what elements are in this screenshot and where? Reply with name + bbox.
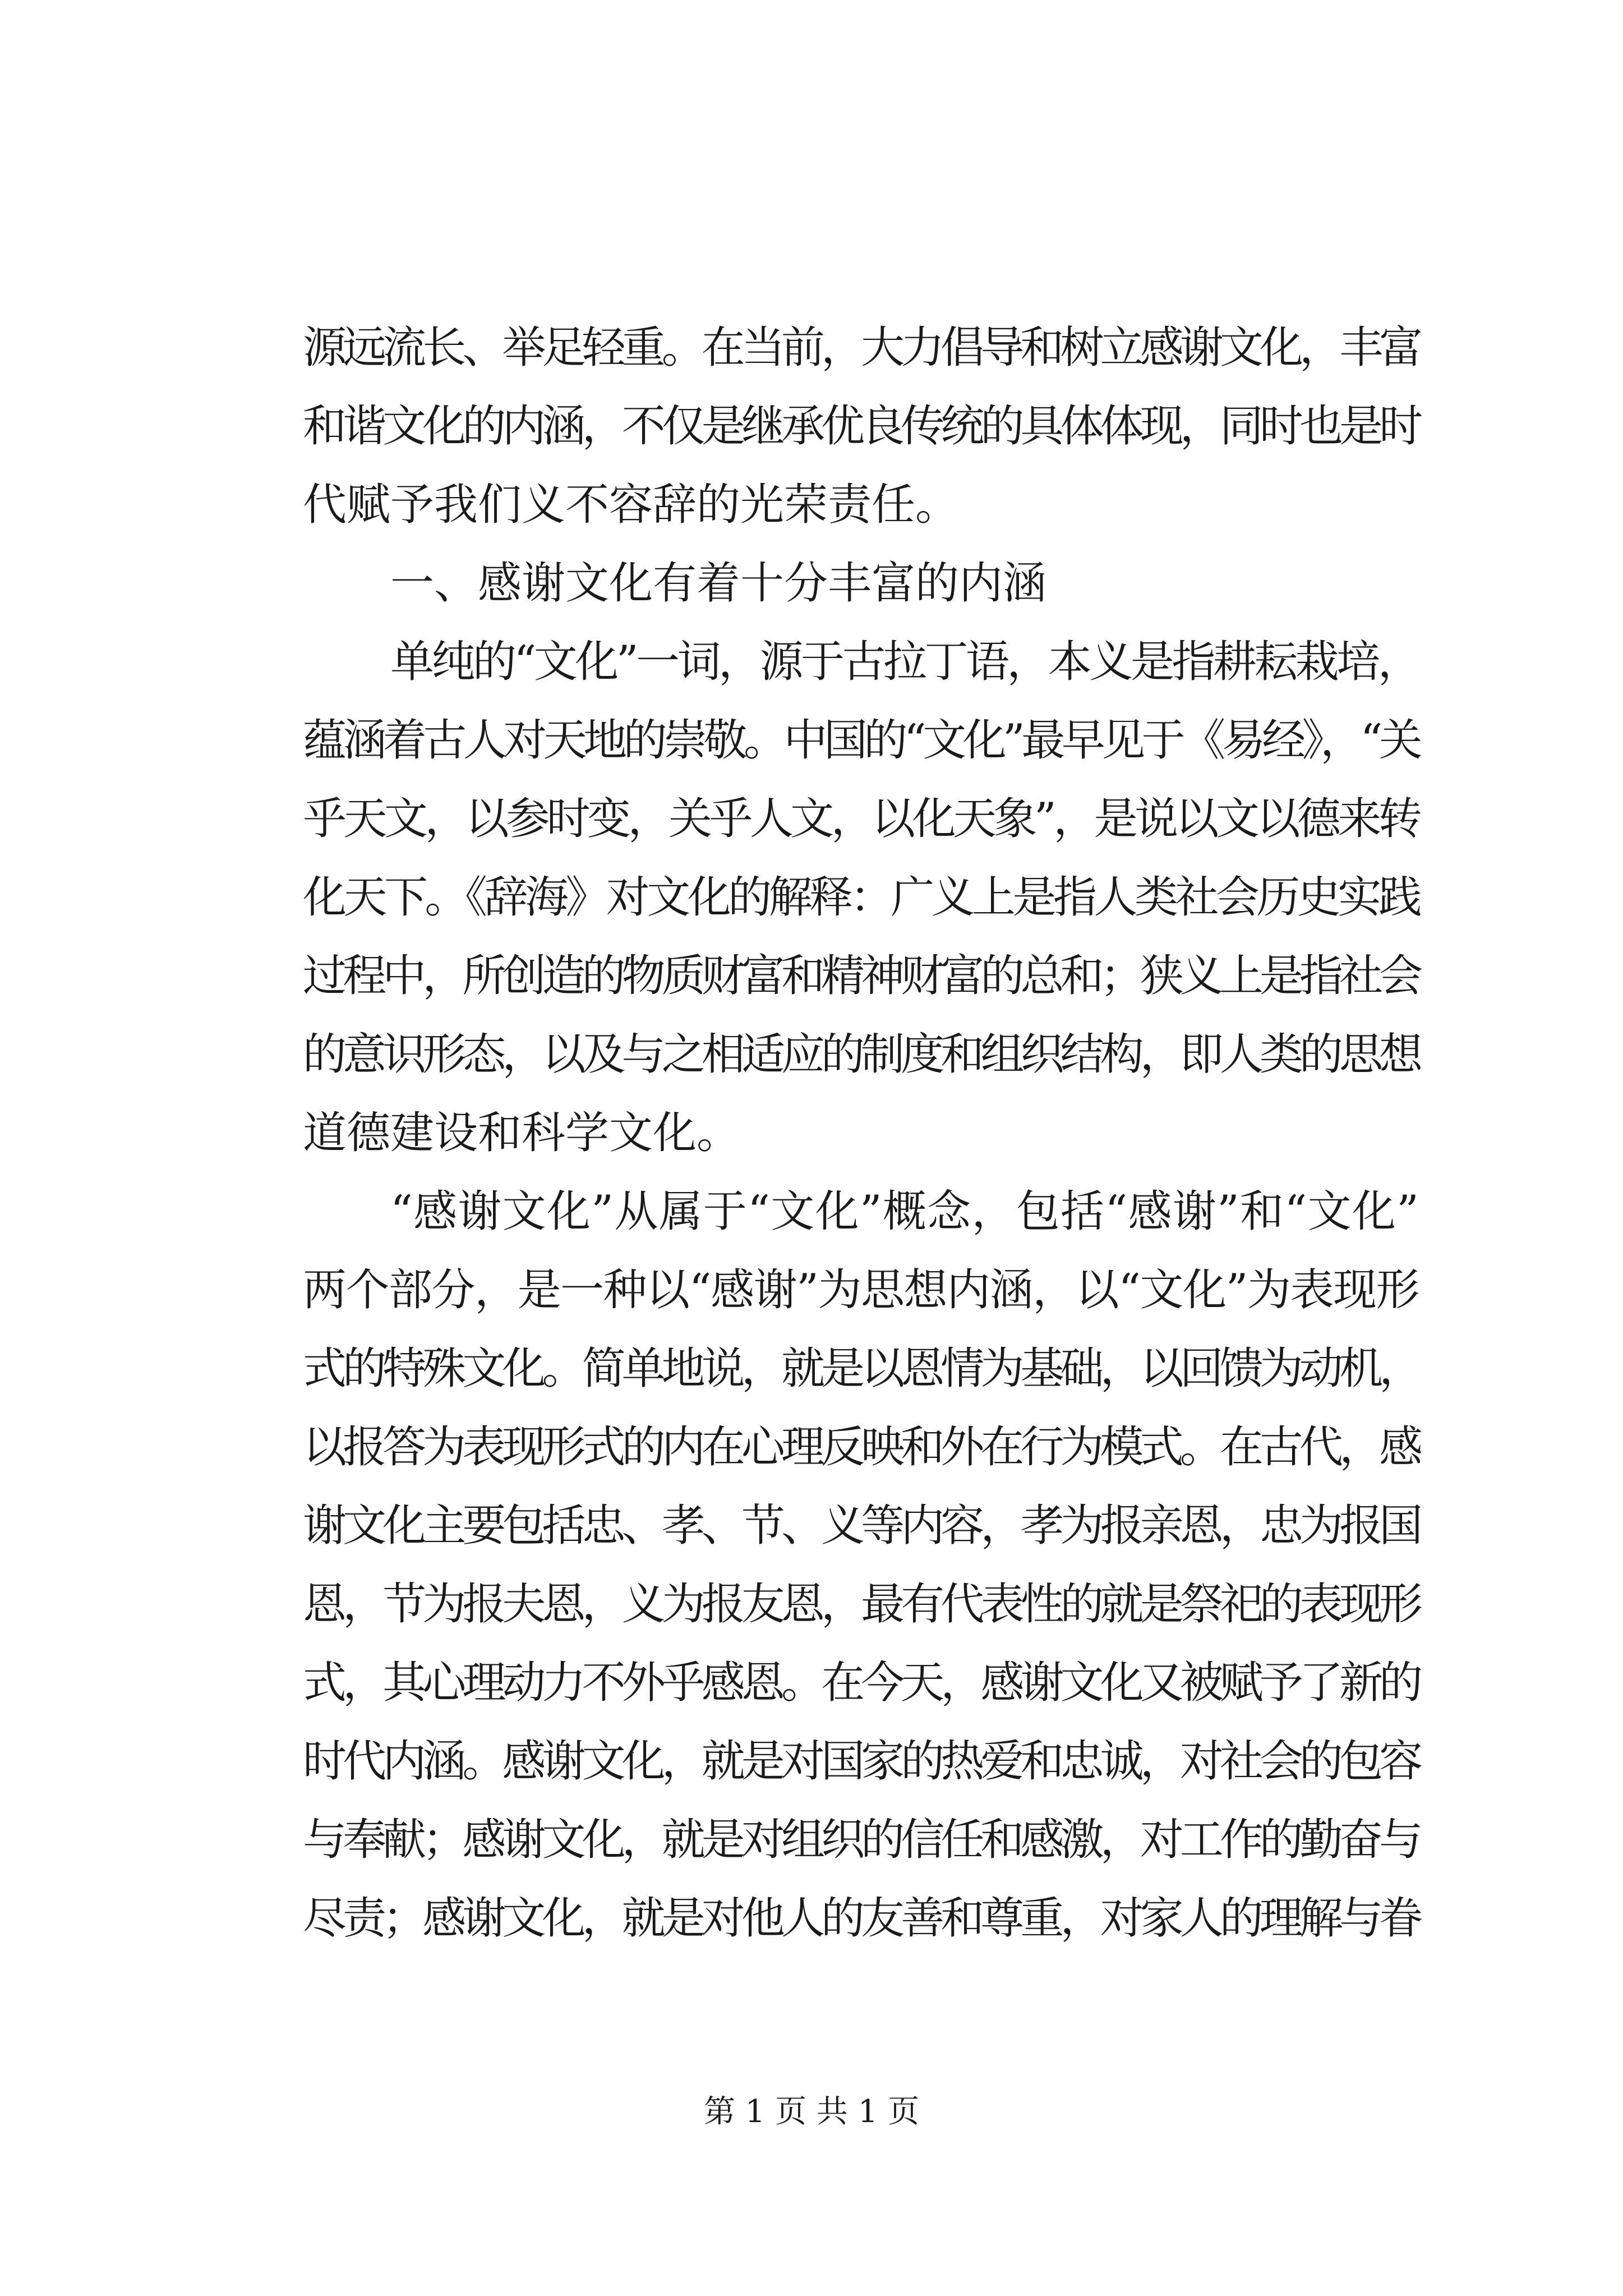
body-line: “感谢文化”从属于“文化”概念，包括“感谢”和“文化” — [390, 1186, 1419, 1237]
section-heading: 一、感谢文化有着十分丰富的内涵 — [390, 558, 1047, 609]
body-line: 乎天文，以参时变，关乎人文，以化天象”，是说以文以德来转 — [303, 794, 1419, 844]
body-line: 化天下。《辞海》对文化的解释：广义上是指人类社会历史实践 — [303, 872, 1419, 923]
body-line: 道德建设和科学文化。 — [303, 1108, 741, 1158]
body-line: 代赋予我们义不容辞的光荣责任。 — [303, 480, 960, 530]
body-line: 尽责；感谢文化，就是对他人的友善和尊重，对家人的理解与眷 — [303, 1893, 1419, 1944]
body-line: 单纯的“文化”一词，源于古拉丁语，本义是指耕耘栽培， — [390, 637, 1419, 687]
body-line: 式的特殊文化。简单地说，就是以恩情为基础，以回馈为动机， — [303, 1343, 1419, 1394]
body-line: 恩，节为报夫恩，义为报友恩，最有代表性的就是祭祀的表现形 — [303, 1579, 1419, 1630]
page-footer: 第 1 页 共 1 页 — [703, 2093, 920, 2130]
body-line: 两个部分，是一种以“感谢”为思想内涵，以“文化”为表现形 — [303, 1265, 1419, 1315]
body-line: 与奉献；感谢文化，就是对组织的信任和感激，对工作的勤奋与 — [303, 1815, 1419, 1865]
body-line: 蕴涵着古人对天地的崇敬。中国的“文化”最早见于《易经》，“关 — [303, 715, 1419, 766]
body-line: 和谐文化的内涵，不仅是继承优良传统的具体体现，同时也是时 — [303, 401, 1419, 452]
body-line: 式，其心理动力不外乎感恩。在今天，感谢文化又被赋予了新的 — [303, 1658, 1419, 1708]
body-line: 源远流长、举足轻重。在当前，大力倡导和树立感谢文化，丰富 — [303, 323, 1419, 373]
body-line: 以报答为表现形式的内在心理反映和外在行为模式。在古代，感 — [303, 1422, 1419, 1473]
body-line: 过程中，所创造的物质财富和精神财富的总和；狭义上是指社会 — [303, 951, 1419, 1001]
body-line: 谢文化主要包括忠、孝、节、义等内容，孝为报亲恩，忠为报国 — [303, 1501, 1419, 1551]
body-line: 的意识形态，以及与之相适应的制度和组织结构，即人类的思想 — [303, 1029, 1419, 1080]
body-line: 时代内涵。感谢文化，就是对国家的热爱和忠诚，对社会的包容 — [303, 1736, 1419, 1787]
